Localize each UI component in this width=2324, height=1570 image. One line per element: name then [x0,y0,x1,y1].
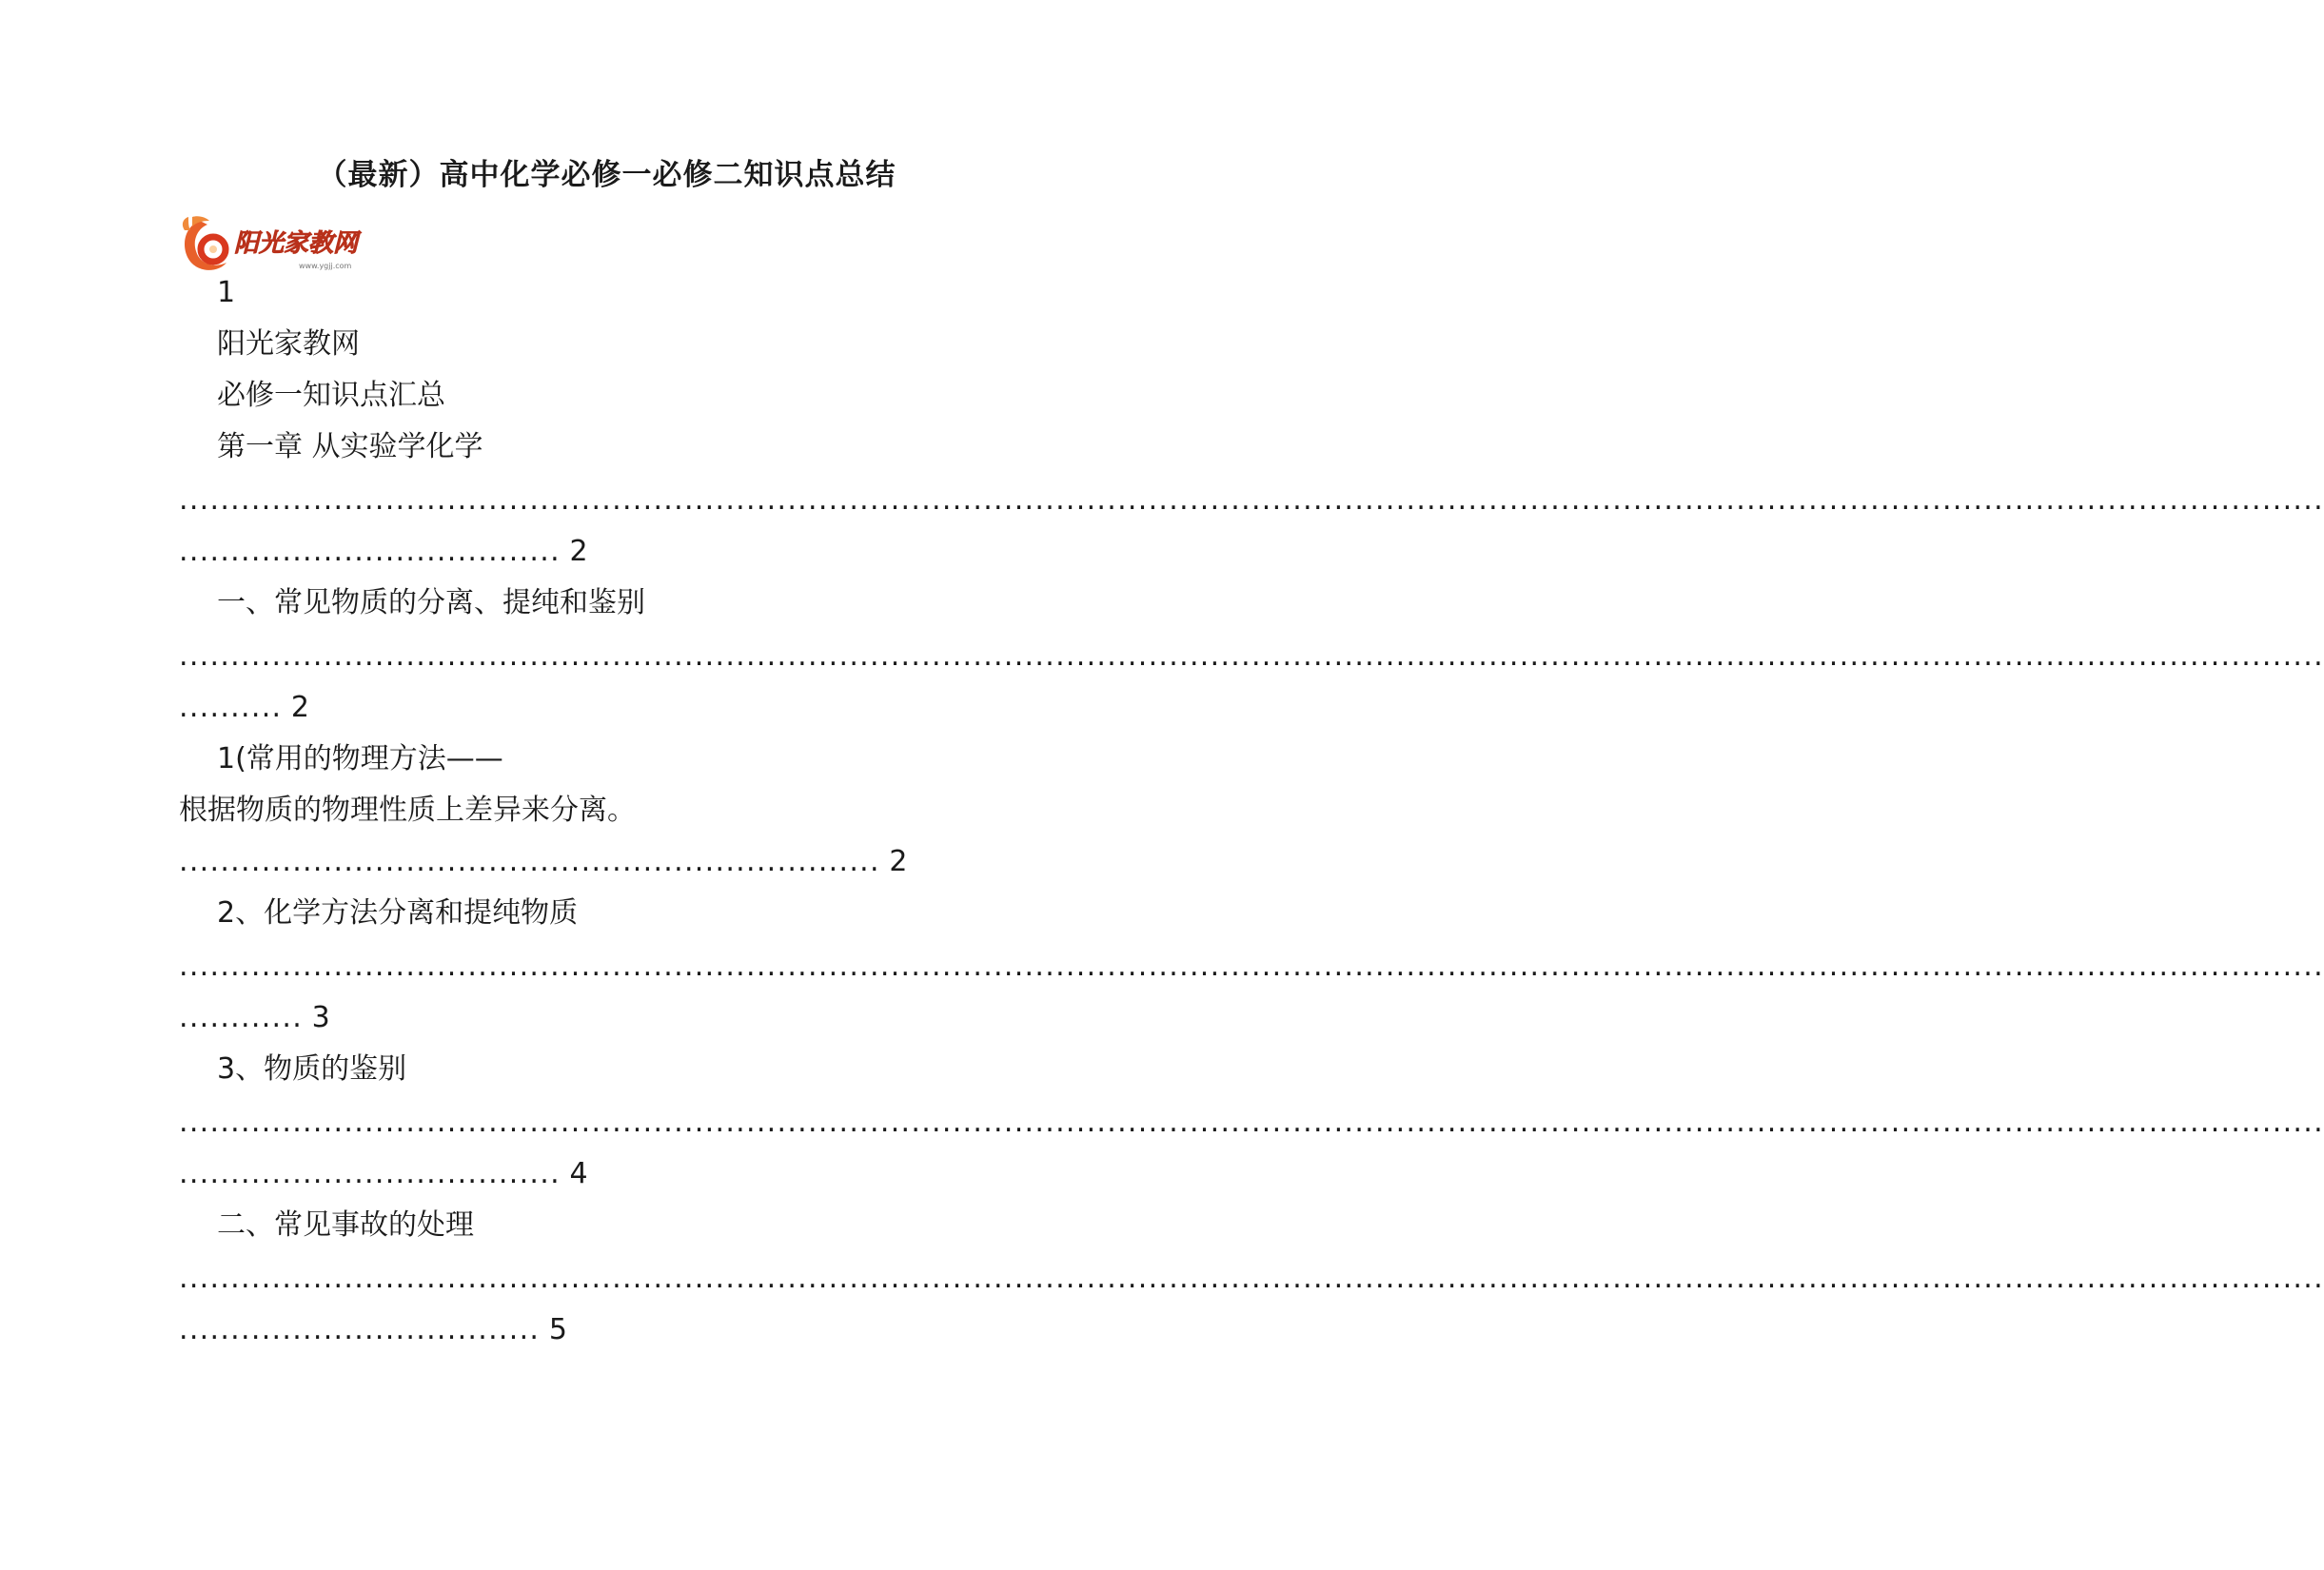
toc-page-ref[interactable]: ..................................... 2 [179,535,588,568]
logo-image [179,213,404,278]
toc-entry-label[interactable]: 2、化学方法分离和提纯物质 [217,896,579,930]
toc-page-number: 4 [569,1157,588,1190]
svg-text:阳光家教网: 阳光家教网 [234,229,359,258]
toc-page-number: 2 [290,691,310,724]
site-name: 阳光家教网 [217,327,360,361]
toc-dot-leader: ................................................................................................................................................................................................................ [179,950,2324,983]
toc-dot-leader: ................................................................................................................................................................................................................ [179,639,2324,673]
toc-entry-label[interactable]: 二、常见事故的处理 [217,1208,474,1242]
toc-page-number: 5 [548,1313,567,1346]
toc-page-ref[interactable]: ................................... 5 [179,1313,567,1346]
toc-page-ref[interactable]: .......... 2 [179,691,310,724]
section-heading: 必修一知识点汇总 [217,379,445,412]
toc-dot-leader: ................................................................................................................................................................................................................ [179,483,2324,517]
toc-page-number: 2 [889,845,908,878]
toc-page-ref[interactable]: ..................................... 4 [179,1157,588,1190]
toc-dot-leader: ................................................................................................................................................................................................................ [179,1262,2324,1295]
toc-page-ref[interactable]: ............ 3 [179,1001,330,1034]
document-title: （最新）高中化学必修一必修二知识点总结 [317,158,896,192]
toc-entry-label[interactable]: 1(常用的物理方法—— [217,742,503,775]
toc-entry-label[interactable]: 一、常见物质的分离、提纯和鉴别 [217,586,645,619]
svg-text:www.ygjj.com: www.ygjj.com [299,262,352,270]
toc-dot-leader: ................................................................................................................................................................................................................ [179,1106,2324,1139]
toc-page-ref[interactable]: .................................................................... 2 [179,845,908,878]
toc-entry-label[interactable]: 第一章 从实验学化学 [217,430,483,463]
toc-page-number: 2 [569,535,588,568]
toc-page-number: 3 [311,1001,330,1034]
page-number: 1 [217,276,236,309]
toc-entry-label-continued[interactable]: 根据物质的物理性质上差异来分离。 [179,794,636,827]
sun-swirl-icon [183,216,226,270]
toc-entry-label[interactable]: 3、物质的鉴别 [217,1052,407,1086]
